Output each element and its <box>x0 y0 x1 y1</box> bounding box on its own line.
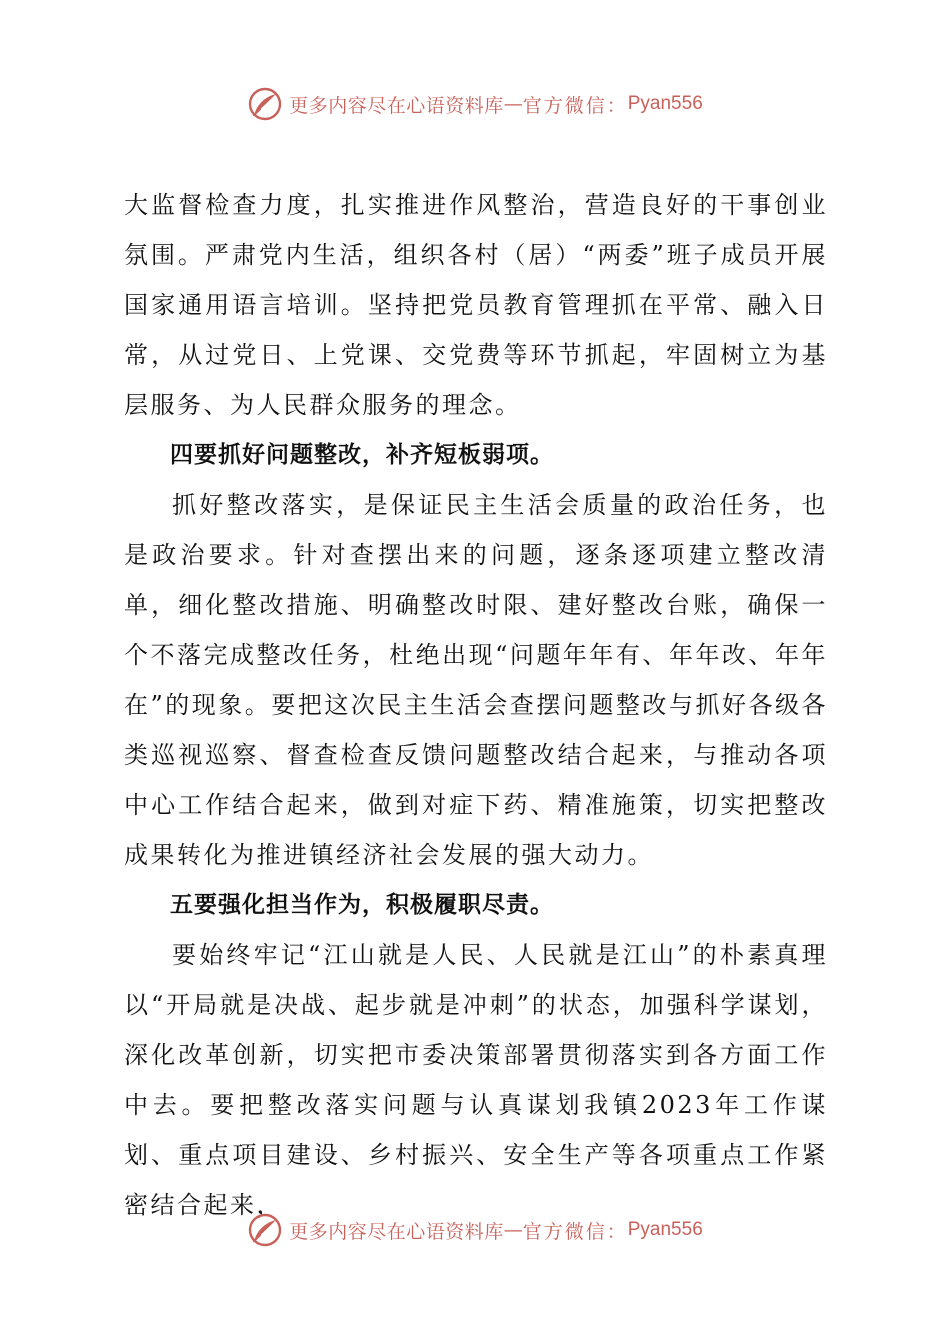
document-body <box>124 180 828 1230</box>
paragraph-rectification: 抓好整改落实，是保证民主生活会质量的政治任务，也是政治要求。针对查摆出来的问题，逐条逐项建立整改清单，细化整改措施、明确整改时限、建好整改台账，确保一个不落完成整改任务，杜绝出现“问题年年有、年年改、年年在”的现象。要把这次民主生活会查摆问题整改与抓好各级各类巡视巡察、督查检查反馈问题整改结合起来，与推动各项中心工作结合起来，做到对症下药、精准施策，切实把整改成果转化为推进镇经济社会发展的强大动力。 <box>124 491 828 869</box>
pen-logo-icon <box>247 86 283 122</box>
section-heading-4: 四要抓好问题整改，补齐短板弱项。 <box>170 442 554 468</box>
watermark-text: 更多内容尽在心语资料库 <box>289 1220 504 1243</box>
watermark-wechat-label: 官方微信： <box>522 1220 628 1243</box>
watermark-separator: — <box>503 93 523 115</box>
watermark-wechat-label: 官方微信： <box>522 94 628 117</box>
watermark-separator: — <box>503 1219 523 1241</box>
watermark-wechat-id: Pyan556 <box>627 93 703 114</box>
footer-watermark <box>0 1210 950 1250</box>
paragraph-continued: 大监督检查力度，扎实推进作风整治，营造良好的干事创业氛围。严肃党内生活，组织各村（居）“两委”班子成员开展国家通用语言培训。坚持把党员教育管理抓在平常、融入日常，从过党日、上党课、交党费等环节抓起，牢固树立为基层服务、为人民群众服务的理念。 <box>124 191 828 419</box>
section-heading-5: 五要强化担当作为，积极履职尽责。 <box>170 892 554 918</box>
watermark-wechat-id: Pyan556 <box>627 1219 703 1240</box>
header-watermark <box>0 84 950 124</box>
paragraph-responsibility: 要始终牢记“江山就是人民、人民就是江山”的朴素真理以“开局就是决战、起步就是冲刺”的状态，加强科学谋划，深化改革创新，切实把市委决策部署贯彻落实到各方面工作中去。要把整改落实问题与认真谋划我镇2023年工作谋划、重点项目建设、乡村振兴、安全生产等各项重点工作紧密结合起来， <box>124 941 828 1219</box>
watermark-text: 更多内容尽在心语资料库 <box>289 94 504 117</box>
pen-logo-icon <box>247 1212 283 1248</box>
